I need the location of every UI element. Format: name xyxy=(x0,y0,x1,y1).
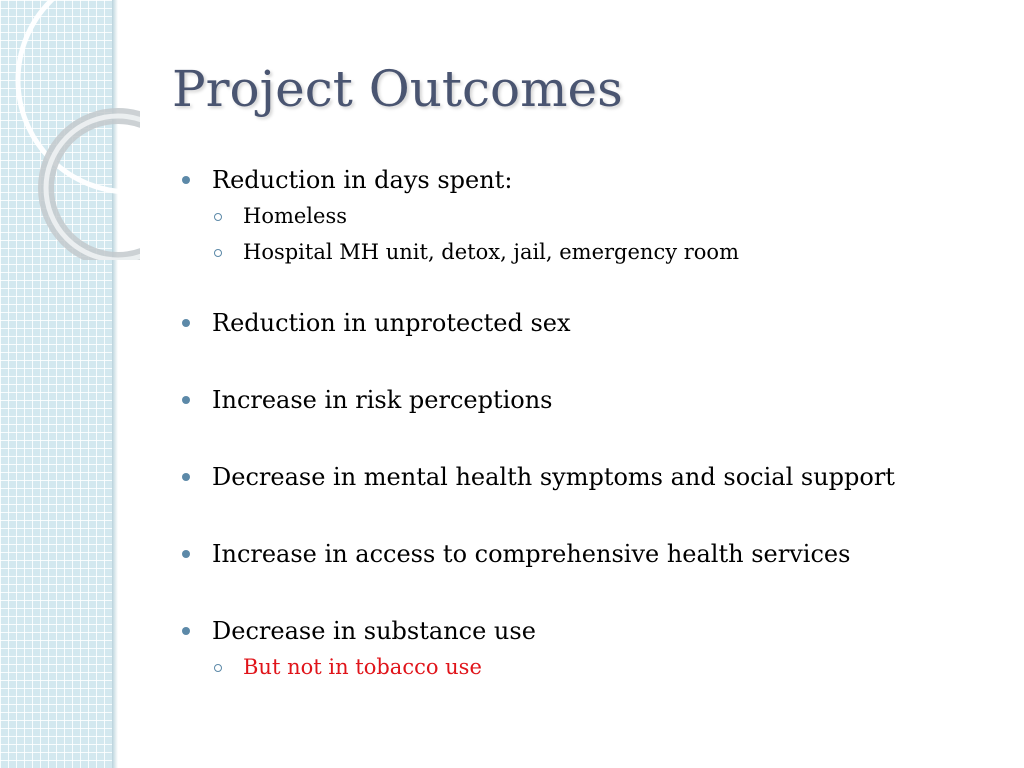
bullet-item xyxy=(182,384,1012,416)
bullet-item xyxy=(182,615,1012,685)
bullet-item xyxy=(182,538,1012,570)
bullet-item xyxy=(182,164,1012,270)
sub-bullet-item xyxy=(212,198,1012,234)
sub-bullet-text: Hospital MH unit, detox, jail, emergency room xyxy=(243,240,739,264)
large-ring xyxy=(18,0,140,192)
bullet-text: Decrease in substance use xyxy=(212,617,536,645)
sub-bullet-text: Homeless xyxy=(243,204,347,228)
decorative-rings xyxy=(0,0,140,260)
sub-bullet-item xyxy=(212,234,1012,270)
bullet-item xyxy=(182,307,1012,339)
sub-bullet-list xyxy=(212,198,1012,270)
sub-bullet-item-highlighted xyxy=(212,649,1012,685)
bullet-dot-icon xyxy=(182,396,190,404)
bullet-text: Increase in access to comprehensive health services xyxy=(212,540,851,568)
sub-bullet-text: But not in tobacco use xyxy=(243,655,482,679)
bullet-text: Decrease in mental health symptoms and social support xyxy=(212,463,895,491)
bullet-text: Reduction in days spent: xyxy=(212,166,513,194)
bullet-dot-icon xyxy=(182,176,190,184)
bullet-dot-icon xyxy=(182,319,190,327)
ring-bullet-icon xyxy=(214,213,222,221)
bullet-list xyxy=(182,164,1012,722)
bullet-dot-icon xyxy=(182,627,190,635)
ring-bullet-icon xyxy=(214,249,222,257)
bullet-item xyxy=(182,461,1012,493)
bullet-dot-icon xyxy=(182,550,190,558)
sub-bullet-list xyxy=(212,649,1012,685)
slide-title: Project Outcomes xyxy=(172,60,623,118)
bullet-text: Increase in risk perceptions xyxy=(212,386,553,414)
bullet-text: Reduction in unprotected sex xyxy=(212,309,571,337)
ring-bullet-icon xyxy=(214,664,222,672)
bullet-dot-icon xyxy=(182,473,190,481)
